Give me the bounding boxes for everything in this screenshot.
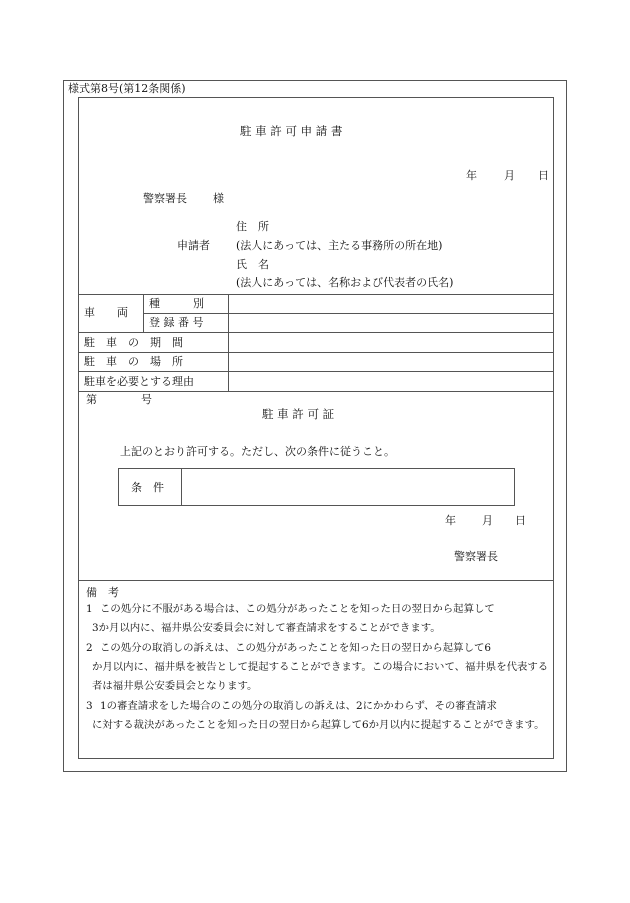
application-date-day: 日	[538, 169, 549, 182]
remark-continuation: か月以内に、福井県を被告として提起することができます。この場合において、福井県を代表する者は福井県公安委員会となります。	[92, 661, 549, 692]
vehicle-divider	[143, 294, 144, 332]
remark-item-3	[86, 697, 550, 735]
permit-date-month: 月	[482, 514, 493, 527]
name-note: (法人にあっては、名称および代表者の氏名)	[236, 276, 454, 289]
condition-divider	[181, 468, 182, 506]
address-note: (法人にあっては、主たる事務所の所在地)	[236, 239, 443, 252]
address-label: 住 所	[236, 220, 269, 233]
table-rule-2	[78, 332, 554, 333]
parking-reason-label: 駐車を必要とする理由	[84, 375, 194, 388]
addressee-honorific: 様	[213, 192, 224, 205]
remark-first-line: 1の審査請求をした場合のこの処分の取消しの訴えは、2にかかわらず、その審査請求	[100, 700, 497, 712]
permit-number-label: 第 号	[86, 393, 152, 406]
table-rule-4	[78, 371, 554, 372]
permit-title: 駐 車 許 可 証	[262, 407, 335, 421]
application-date-month: 月	[504, 169, 515, 182]
vehicle-type-label: 種 別	[149, 297, 204, 310]
remark-number: 3	[86, 700, 93, 712]
vehicle-mid-rule	[143, 313, 554, 314]
remark-number: 2	[86, 642, 93, 654]
remark-continuation: に対する裁決があったことを知った日の翌日から起算して6か月以内に提起することができます。	[92, 719, 545, 731]
table-bottom-rule	[78, 391, 554, 392]
form-label: 様式第8号(第12条関係)	[68, 82, 186, 95]
application-title: 駐 車 許 可 申 請 書	[240, 124, 343, 138]
addressee-police-chief: 警察署長	[143, 192, 187, 205]
remarks-rule	[78, 580, 554, 581]
remark-continuation: 3か月以内に、福井県公安委員会に対して審査請求をすることができます。	[92, 622, 441, 634]
registration-number-label: 登 録 番 号	[149, 316, 204, 329]
remark-item-1	[86, 600, 550, 638]
table-rule-3	[78, 352, 554, 353]
name-label: 氏 名	[236, 258, 269, 271]
parking-place-label: 駐 車 の 場 所	[84, 355, 183, 368]
remarks-heading: 備 考	[86, 586, 119, 599]
label-column-divider	[228, 294, 229, 391]
table-top-rule	[78, 294, 554, 295]
remark-number: 1	[86, 603, 93, 615]
application-date-year: 年	[466, 169, 477, 182]
permit-date-day: 日	[515, 514, 526, 527]
condition-box	[118, 468, 515, 506]
condition-label: 条 件	[131, 481, 164, 494]
applicant-label: 申請者	[177, 239, 210, 252]
remark-first-line: この処分に不服がある場合は、この処分があったことを知った日の翌日から起算して	[100, 603, 495, 615]
permit-date-year: 年	[445, 514, 456, 527]
parking-period-label: 駐 車 の 期 間	[84, 336, 183, 349]
remark-item-2	[86, 639, 550, 696]
permit-statement: 上記のとおり許可する。ただし、次の条件に従うこと。	[120, 445, 395, 458]
permit-police-chief: 警察署長	[454, 550, 498, 563]
vehicle-label: 車 両	[84, 306, 128, 319]
remark-first-line: この処分の取消しの訴えは、この処分があったことを知った日の翌日から起算して6	[100, 642, 491, 654]
